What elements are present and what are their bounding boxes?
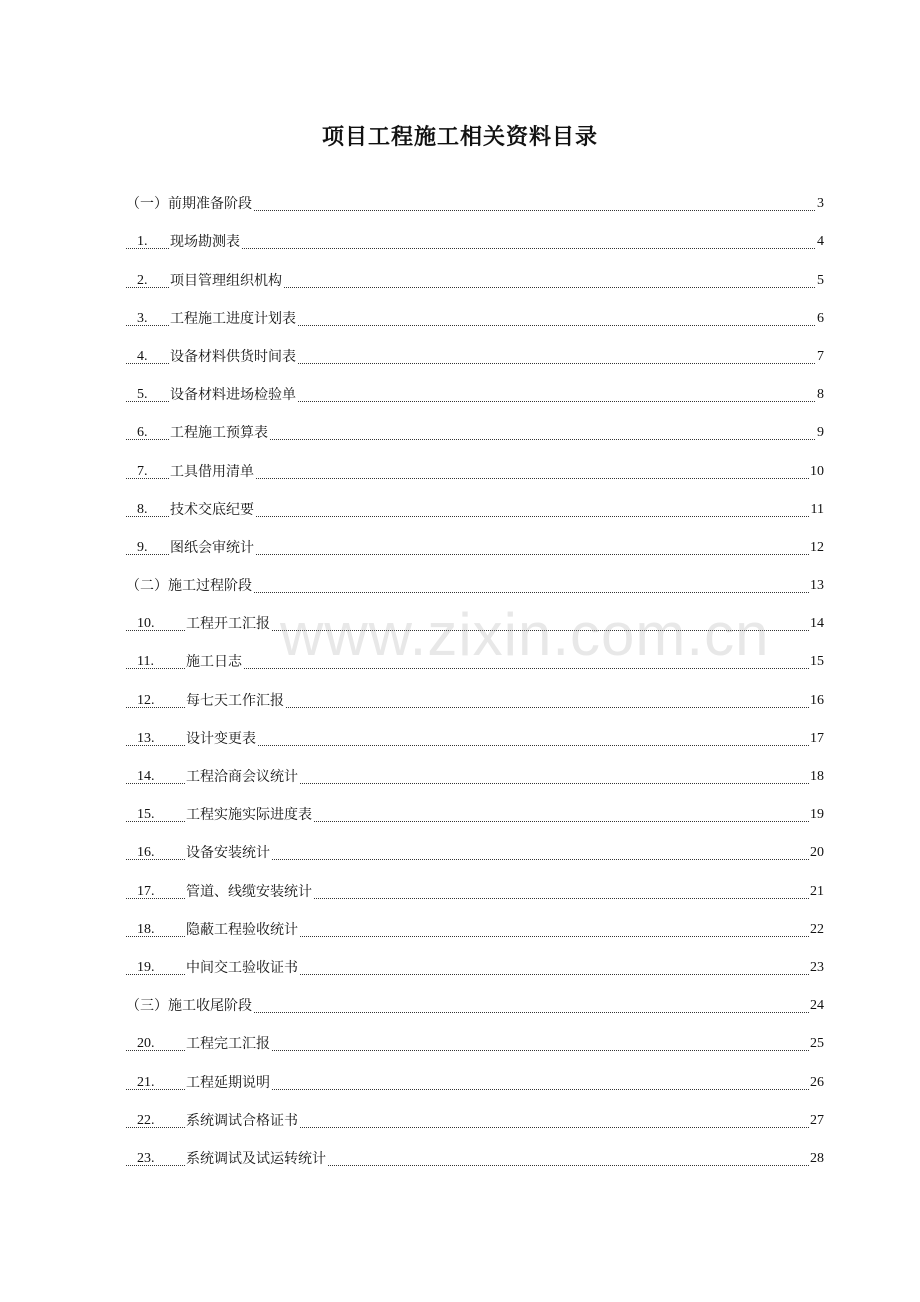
toc-page-number: 27 [810, 1112, 824, 1128]
toc-entry[interactable] [0, 606, 920, 644]
toc-entry-title: 现场勘测表 [170, 234, 240, 251]
toc-entry-number: 13. [137, 730, 155, 746]
toc-page-number: 6 [817, 310, 824, 326]
toc-entry-number: 12. [137, 692, 155, 708]
toc-entry-title: 设备材料供货时间表 [170, 348, 296, 365]
toc-page-number: 16 [810, 692, 824, 708]
toc-entry-number: 22. [137, 1112, 155, 1128]
toc-entry-title: 工具借用清单 [170, 463, 254, 480]
toc-entry-title: 技术交底纪要 [170, 501, 254, 518]
toc-entry-number: 23. [137, 1150, 155, 1166]
toc-page-number: 20 [810, 845, 824, 861]
toc-entry-number: 4. [137, 348, 148, 364]
toc-entry[interactable] [0, 224, 920, 262]
toc-entry[interactable] [0, 339, 920, 377]
toc-entry[interactable] [0, 1064, 920, 1102]
toc-section-heading[interactable] [0, 568, 920, 606]
toc-entry-number: 18. [137, 921, 155, 937]
toc-section-title: （一）前期准备阶段 [126, 196, 252, 213]
toc-entry-number: 20. [137, 1036, 155, 1052]
toc-entry[interactable] [0, 492, 920, 530]
toc-page-number: 19 [810, 807, 824, 823]
toc-entry-title: 项目管理组织机构 [170, 272, 282, 289]
toc-entry-title: 工程实施实际进度表 [186, 807, 312, 824]
toc-entry-title: 工程延期说明 [186, 1074, 270, 1091]
toc-entry-title: 工程施工进度计划表 [170, 310, 296, 327]
toc-entry-title: 设备安装统计 [186, 845, 270, 862]
toc-entry-number: 1. [137, 234, 148, 250]
toc-entry[interactable] [0, 721, 920, 759]
toc-page-number: 4 [817, 234, 824, 250]
toc-entry[interactable] [0, 759, 920, 797]
toc-entry[interactable] [0, 415, 920, 453]
toc-entry-number: 10. [137, 616, 155, 632]
table-of-contents [0, 186, 920, 1179]
toc-page-number: 5 [817, 272, 824, 288]
toc-page-number: 18 [810, 769, 824, 784]
toc-entry[interactable] [0, 530, 920, 568]
toc-page-number: 7 [817, 348, 824, 364]
toc-entry-title: 设计变更表 [186, 730, 256, 747]
toc-entry[interactable] [0, 377, 920, 415]
toc-page-number: 11 [810, 501, 824, 517]
toc-entry-title: 工程完工汇报 [186, 1036, 270, 1053]
toc-entry-title: 系统调试合格证书 [186, 1112, 298, 1129]
toc-page-number: 8 [817, 387, 824, 403]
toc-page-number: 14 [810, 616, 824, 632]
toc-entry-title: 系统调试及试运转统计 [186, 1150, 326, 1167]
toc-entry-title: 管道、线缆安装统计 [186, 883, 312, 900]
toc-page-number: 12 [810, 539, 824, 555]
toc-entry-number: 2. [137, 272, 148, 288]
page-title: 项目工程施工相关资料目录 [321, 124, 598, 150]
toc-section-title: （二）施工过程阶段 [126, 578, 252, 595]
toc-section-heading[interactable] [0, 186, 920, 224]
toc-entry-title: 工程洽商会议统计 [186, 769, 298, 785]
toc-entry[interactable] [0, 644, 920, 682]
toc-page-number: 23 [810, 959, 824, 975]
toc-page-number: 10 [810, 463, 824, 479]
toc-entry-title: 每七天工作汇报 [186, 692, 284, 709]
toc-page-number: 17 [810, 730, 824, 746]
toc-entry[interactable] [0, 835, 920, 873]
toc-entry-number: 19. [137, 959, 155, 975]
toc-entry[interactable] [0, 1141, 920, 1179]
toc-entry-title: 中间交工验收证书 [186, 959, 298, 976]
toc-page-number: 21 [810, 883, 824, 899]
toc-entry[interactable] [0, 682, 920, 720]
toc-page-number: 24 [810, 998, 824, 1014]
toc-entry[interactable] [0, 453, 920, 491]
toc-page-number: 9 [817, 425, 824, 441]
toc-entry-title: 隐蔽工程验收统计 [186, 921, 298, 938]
toc-entry-number: 11. [137, 654, 154, 670]
toc-entry-number: 7. [137, 463, 148, 479]
toc-entry[interactable] [0, 912, 920, 950]
toc-entry-number: 8. [137, 501, 148, 517]
toc-section-title: （三）施工收尾阶段 [126, 998, 252, 1015]
toc-entry[interactable] [0, 301, 920, 339]
toc-entry-number: 9. [137, 539, 148, 555]
toc-page-number: 3 [817, 196, 824, 212]
toc-page-number: 26 [810, 1074, 824, 1090]
toc-entry-number: 15. [137, 807, 155, 823]
toc-entry-number: 14. [137, 769, 155, 784]
toc-entry-title: 设备材料进场检验单 [170, 387, 296, 404]
toc-entry-number: 17. [137, 883, 155, 899]
toc-entry-number: 6. [137, 425, 148, 441]
toc-section-heading[interactable] [0, 988, 920, 1026]
toc-entry[interactable] [0, 873, 920, 911]
toc-entry-title: 工程开工汇报 [186, 616, 270, 633]
toc-entry[interactable] [0, 950, 920, 988]
toc-entry[interactable] [0, 1103, 920, 1141]
toc-entry-number: 5. [137, 387, 148, 403]
toc-entry-number: 21. [137, 1074, 155, 1090]
toc-entry[interactable] [0, 262, 920, 300]
toc-page-number: 28 [810, 1150, 824, 1166]
toc-entry-title: 图纸会审统计 [170, 539, 254, 556]
toc-entry-title: 工程施工预算表 [170, 425, 268, 442]
watermark: www.zixin.com.cn [280, 601, 770, 668]
toc-page-number: 13 [810, 578, 824, 594]
toc-entry[interactable] [0, 1026, 920, 1064]
toc-entry-number: 16. [137, 845, 155, 861]
toc-entry-title: 施工日志 [186, 654, 242, 671]
toc-page-number: 15 [810, 654, 824, 670]
toc-entry-number: 3. [137, 310, 148, 326]
toc-page-number: 25 [810, 1036, 824, 1052]
toc-entry[interactable] [0, 797, 920, 835]
toc-page-number: 22 [810, 921, 824, 937]
